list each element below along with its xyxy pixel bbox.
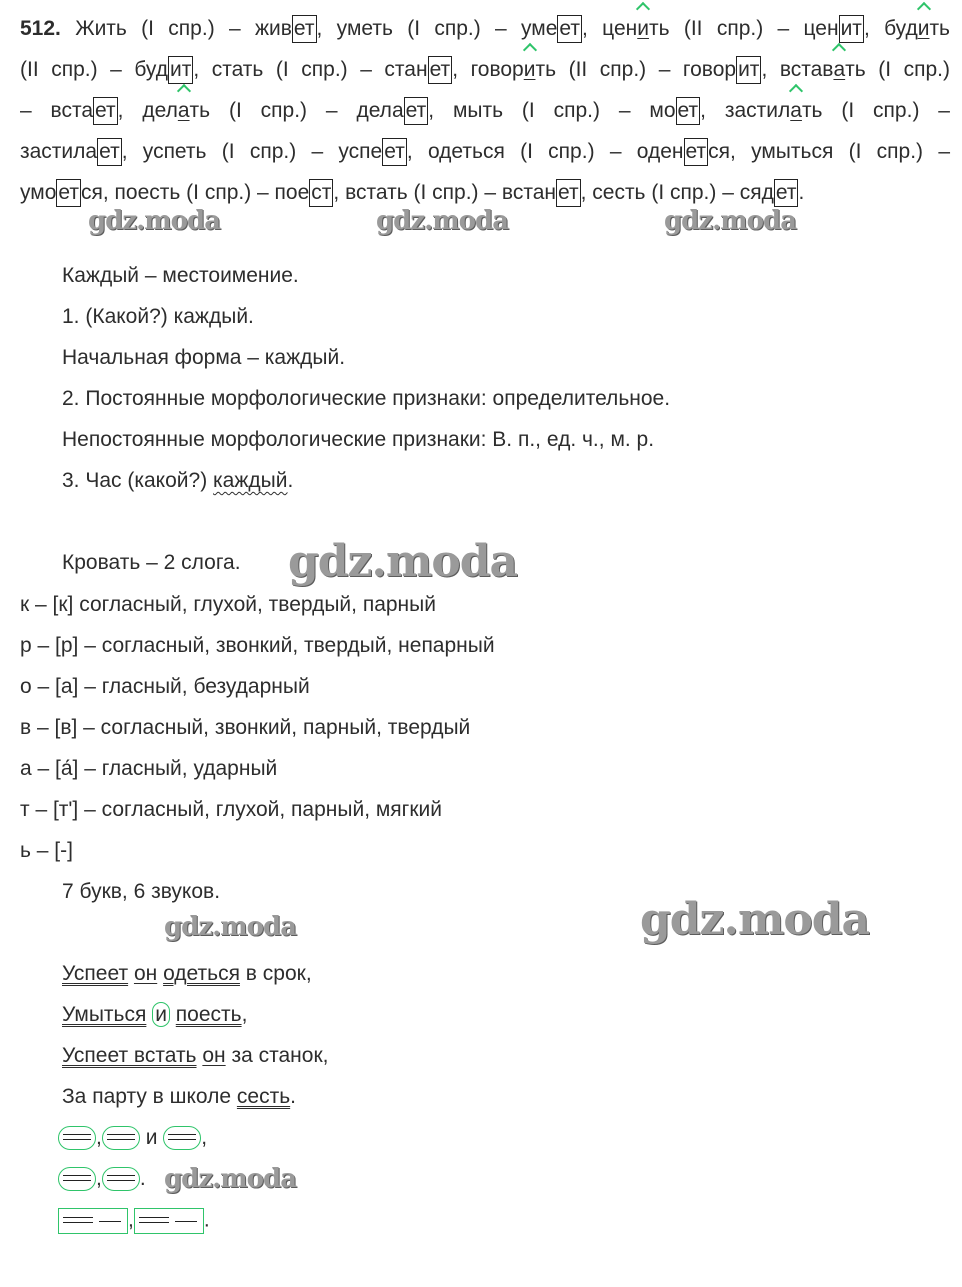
exercise-number: 512. — [20, 17, 61, 40]
phonetic-row: т – [т'] – согласный, глухой, парный, мягкий — [20, 798, 442, 821]
stress-mark: и — [918, 12, 930, 46]
predicate-oval — [58, 1126, 96, 1150]
phonetic-row: к – [к] согласный, глухой, твердый, парный — [20, 593, 436, 616]
phonetic-summary: 7 букв, 6 звуков. — [62, 880, 221, 903]
stress-mark: а — [790, 94, 802, 128]
ending-box: ет — [676, 97, 701, 125]
pronoun-question: 1. (Какой?) каждый. — [62, 305, 254, 328]
watermark-logo: gdz.moda — [88, 206, 221, 236]
poem-line-3: Успеет встать он за станок, — [62, 1044, 329, 1067]
watermark-logo: gdz.moda — [164, 912, 297, 942]
pronoun-title: Каждый – местоимение. — [62, 264, 299, 287]
ending-box: ит — [839, 15, 864, 43]
pronoun-syntax-role: 3. Час (какой?) каждый. — [62, 469, 294, 492]
ending-box: ет — [774, 179, 799, 207]
ending-box: ет — [684, 138, 709, 166]
watermark-logo: gdz.moda — [288, 536, 518, 587]
watermark-logo: gdz.moda — [164, 1164, 297, 1194]
header-line-3: – встает, делать (I спр.) – делает, мыть (I спр.) – моет, застилать (I спр.) – — [20, 94, 950, 135]
phonetic-row: о – [а] – гласный, безударный — [20, 675, 310, 698]
ending-box: ет — [382, 138, 407, 166]
ending-box: ит — [168, 56, 193, 84]
phonetic-title: Кровать – 2 слога. — [62, 551, 241, 574]
poem-line-1: Успеет он одеться в срок, — [62, 962, 312, 985]
poem-line-4: За парту в школе сесть. — [62, 1085, 296, 1108]
definition-underline: каждый — [213, 469, 288, 492]
ending-box: ет — [292, 15, 317, 43]
ending-box: ет — [404, 97, 429, 125]
stress-mark: а — [833, 53, 845, 87]
phonetic-row: ь – [-] — [20, 839, 73, 862]
predicate-oval — [102, 1167, 140, 1191]
predicate-oval — [163, 1126, 201, 1150]
predicate-oval — [102, 1126, 140, 1150]
header-line-1: 512. Жить (I спр.) – живет, уметь (I спр.) – умеет, ценить (II спр.) – ценит, будить — [20, 12, 950, 53]
phonetic-row: в – [в] – согласный, звонкий, парный, твердый — [20, 716, 471, 739]
scheme-row-2: , . — [58, 1167, 146, 1191]
predicate-subject-rect — [134, 1208, 204, 1234]
phonetic-row: р – [р] – согласный, звонкий, твердый, непарный — [20, 634, 495, 657]
predicate-oval — [58, 1167, 96, 1191]
predicate-subject-rect — [58, 1208, 128, 1234]
ending-box: ет — [93, 97, 118, 125]
watermark-logo: gdz.moda — [376, 206, 509, 236]
header-line-5: умоется, поесть (I спр.) – поест, встать (I спр.) – встанет, сесть (I спр.) – сядет. — [20, 176, 950, 217]
ending-box: ет — [97, 138, 122, 166]
stress-mark: и — [637, 12, 649, 46]
scheme-row-3: , . — [58, 1208, 210, 1234]
header-line-4: застилает, успеть (I спр.) – успеет, одеться (I спр.) – оденется, умыться (I спр.) – — [20, 135, 950, 176]
stress-mark: и — [524, 53, 536, 87]
scheme-row-1: , и , — [58, 1126, 207, 1150]
pronoun-variable-features: Непостоянные морфологические признаки: В. п., ед. ч., м. р. — [62, 428, 655, 451]
ending-box: ит — [736, 56, 761, 84]
poem-line-2: Умыться и поесть, — [62, 1003, 248, 1026]
ending-box: ет — [556, 179, 581, 207]
ending-box: ст — [309, 179, 333, 207]
pronoun-initial-form: Начальная форма – каждый. — [62, 346, 346, 369]
watermark-logo: gdz.moda — [640, 894, 870, 945]
pronoun-constant-features: 2. Постоянные морфологические признаки: определительное. — [62, 387, 671, 410]
stress-mark: а — [178, 94, 190, 128]
ending-box: ет — [428, 56, 453, 84]
watermark-logo: gdz.moda — [664, 206, 797, 236]
phonetic-row: а – [а́] – гласный, ударный — [20, 757, 278, 780]
conjunction-circle: и — [152, 1002, 170, 1027]
header-line-2: (II спр.) – будит, стать (I спр.) – станет, говорить (II спр.) – говорит, вставать (I спр.) — [20, 53, 950, 94]
ending-box: ет — [557, 15, 582, 43]
ending-box: ет — [56, 179, 81, 207]
exercise-header — [20, 12, 950, 217]
